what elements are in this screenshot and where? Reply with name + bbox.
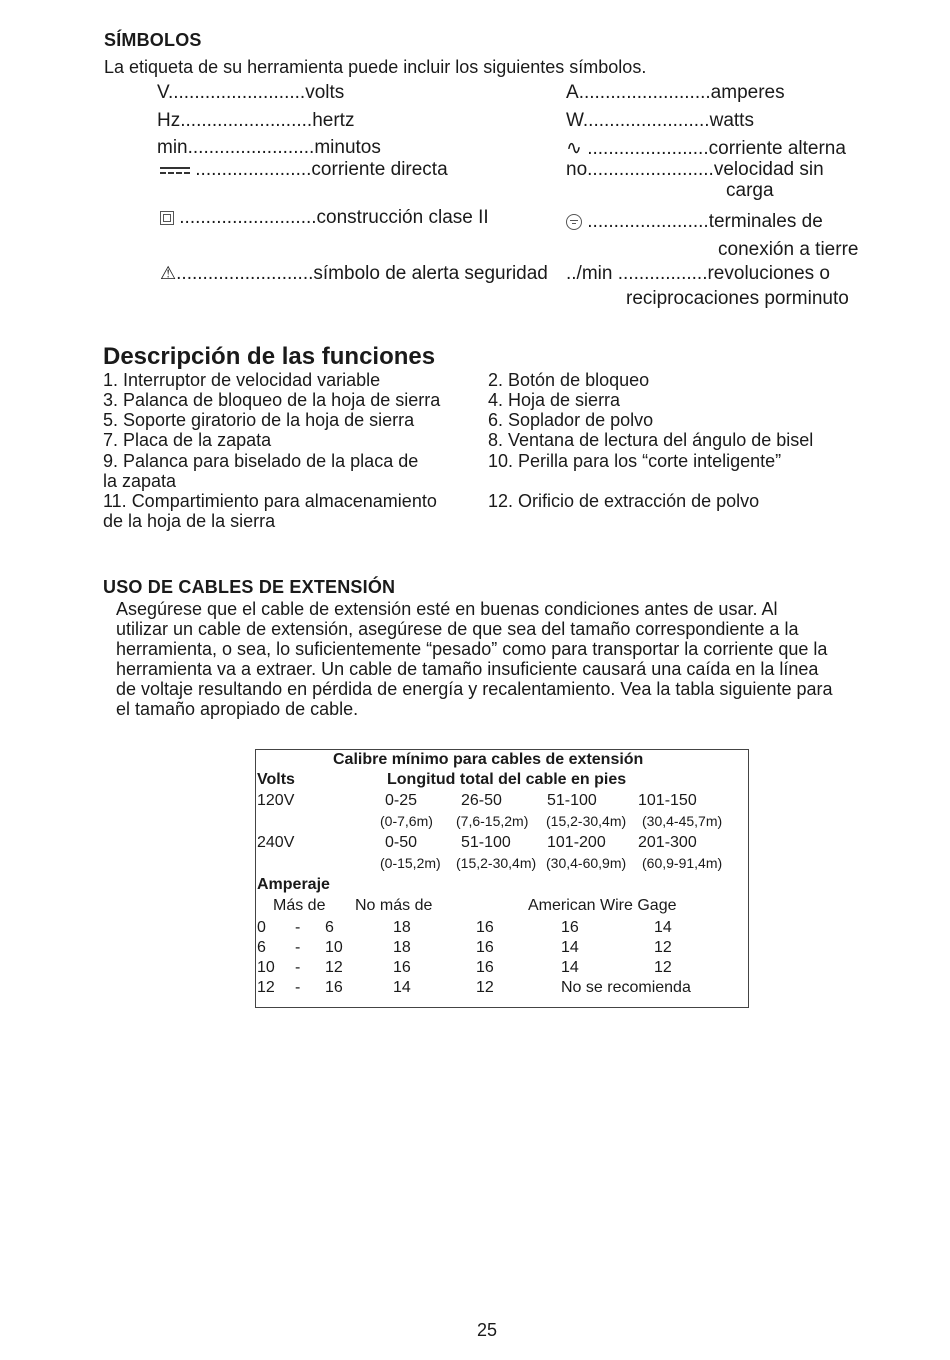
metric-cell: (15,2-30,4m) (456, 855, 537, 871)
feature-item: 11. Compartimiento para almacenamiento (103, 491, 437, 511)
metric-cell: (15,2-30,4m) (546, 813, 627, 829)
amp-to: 6 (325, 919, 334, 936)
amp-dash: - (295, 939, 301, 956)
symbol-row-amperes (566, 82, 785, 104)
symbol-desc-continued: carga (726, 180, 774, 201)
cables-paragraph-line: utilizar un cable de extensión, asegúrese de que sea del tamaño correspondiente a la (116, 619, 799, 639)
gage-cell: 18 (393, 939, 411, 956)
symbol-row-class-ii (160, 207, 489, 229)
feature-item: 2. Botón de bloqueo (488, 370, 650, 390)
length-header: Longitud total del cable en pies (387, 771, 627, 788)
gage-cell: 16 (476, 939, 494, 956)
descripcion-heading: Descripción de las funciones (103, 343, 436, 370)
metric-cell: (0-15,2m) (380, 855, 441, 871)
symbol-row-alert (160, 263, 548, 285)
range-cell: 51-100 (547, 792, 597, 809)
feature-item: de la hoja de la sierra (103, 511, 276, 531)
cables-paragraph-line: herramienta, o sea, lo suficientemente “pesado” como para transportar la corriente que la (116, 639, 828, 659)
feature-item: 8. Ventana de lectura del ángulo de bisel (488, 430, 814, 450)
amp-dash: - (295, 979, 301, 996)
amp-from: 10 (257, 959, 275, 976)
amp-from: 0 (257, 919, 266, 936)
metric-cell: (30,4-45,7m) (642, 813, 723, 829)
symbol-dots: ....................... (587, 138, 709, 159)
symbol-desc: volts (305, 82, 345, 103)
range-cell: 201-300 (638, 834, 697, 851)
symbol-desc: amperes (710, 82, 785, 103)
symbol-desc: terminales de (708, 211, 823, 232)
symbol-row-ac (566, 137, 846, 160)
mas-de-header: Más de (273, 897, 326, 914)
range-cell: 101-150 (638, 792, 697, 809)
symbol-desc: velocidad sin (713, 159, 824, 180)
cables-paragraph-line: herramienta va a extraer. Un cable de tamaño insuficiente causará una caída en la línea (116, 659, 819, 679)
feature-item: 9. Palanca para biselado de la placa de (103, 451, 419, 471)
symbol-dots: ....................... (587, 211, 709, 232)
symbol-code: Hz (157, 110, 181, 131)
gage-cell: 16 (561, 919, 579, 936)
range-cell: 26-50 (461, 792, 502, 809)
symbol-desc-continued: reciprocaciones porminuto (626, 288, 849, 309)
symbol-dots: ......................... (578, 82, 711, 103)
gage-cell: 16 (476, 919, 494, 936)
feature-item: 6. Soplador de polvo (488, 410, 654, 430)
feature-item: 10. Perilla para los “corte inteligente” (488, 451, 782, 471)
volt-120: 120V (257, 792, 295, 809)
range-cell: 0-25 (385, 792, 418, 809)
gage-cell: 16 (393, 959, 411, 976)
symbol-code: A (566, 82, 579, 103)
cables-paragraph-line: de voltaje resultando en pérdida de energía y recalentamiento. Vea la tabla siguiente para (116, 679, 833, 699)
feature-item: 7. Placa de la zapata (103, 430, 272, 450)
symbol-dots: ........................ (187, 137, 315, 158)
gage-cell: 14 (561, 959, 579, 976)
class-ii-icon (160, 211, 174, 225)
gage-cell: 12 (476, 979, 494, 996)
gage-cell: 14 (393, 979, 411, 996)
symbol-row-hertz (157, 110, 354, 132)
ground-terminal-icon (566, 214, 582, 230)
amp-dash: - (295, 959, 301, 976)
symbol-row-no-load-speed (566, 159, 824, 181)
symbol-code: ../min (566, 263, 613, 284)
dc-current-icon (160, 165, 190, 175)
volts-header: Volts (257, 771, 295, 788)
table-title: Calibre mínimo para cables de extensión (333, 751, 644, 768)
symbol-code: no (566, 159, 588, 180)
symbol-row-volts (157, 82, 344, 104)
amperaje-header: Amperaje (257, 876, 330, 893)
gage-cell: 18 (393, 919, 411, 936)
symbol-code: W (566, 110, 583, 131)
symbol-desc: hertz (312, 110, 355, 131)
feature-item: la zapata (103, 471, 177, 491)
metric-cell: (30,4-60,9m) (546, 855, 627, 871)
volt-240: 240V (257, 834, 295, 851)
range-cell: 0-50 (385, 834, 418, 851)
metric-cell: (60,9-91,4m) (642, 855, 723, 871)
gage-cell: 14 (654, 919, 672, 936)
page-number: 25 (477, 1320, 498, 1340)
symbol-dots: .......................... (176, 263, 314, 284)
extension-cord-table (255, 749, 749, 1008)
amp-from: 12 (257, 979, 275, 996)
gage-cell: 12 (654, 939, 672, 956)
symbol-desc-continued: conexión a tierre (718, 239, 859, 260)
symbol-dots: ...................... (195, 159, 312, 180)
simbolos-heading: SÍMBOLOS (104, 30, 202, 50)
feature-item: 3. Palanca de bloqueo de la hoja de sierra (103, 390, 441, 410)
no-mas-de-header: No más de (355, 897, 433, 914)
metric-cell: (7,6-15,2m) (456, 813, 529, 829)
cables-paragraph-line: el tamaño apropiado de cable. (116, 699, 359, 719)
feature-item: 12. Orificio de extracción de polvo (488, 491, 760, 511)
range-cell: 101-200 (547, 834, 606, 851)
symbol-row-ground (566, 211, 823, 233)
symbol-row-dc (160, 159, 448, 181)
symbol-desc: revoluciones o (707, 263, 831, 284)
amp-to: 10 (325, 939, 343, 956)
amp-from: 6 (257, 939, 266, 956)
ac-current-icon: ∿ (566, 138, 582, 159)
gage-cell: 12 (654, 959, 672, 976)
symbol-desc: minutos (314, 137, 381, 158)
amp-to: 16 (325, 979, 343, 996)
symbol-code: V (157, 82, 168, 103)
gage-cell: 16 (476, 959, 494, 976)
feature-item: 4. Hoja de sierra (488, 390, 621, 410)
symbol-dots: ........................ (582, 110, 710, 131)
symbol-dots: ........................ (587, 159, 714, 180)
gage-cell: No se recomienda (561, 979, 691, 996)
feature-item: 5. Soporte giratorio de la hoja de sierra (103, 410, 415, 430)
symbol-row-watts (566, 110, 754, 132)
cables-heading: USO DE CABLES DE EXTENSIÓN (103, 577, 396, 597)
simbolos-intro: La etiqueta de su herramienta puede incluir los siguientes símbolos. (104, 57, 647, 77)
symbol-desc: corriente directa (311, 159, 448, 180)
symbol-code: min (157, 137, 188, 158)
symbol-desc: corriente alterna (708, 138, 846, 159)
symbol-desc: watts (709, 110, 754, 131)
cables-paragraph-line: Asegúrese que el cable de extensión esté en buenas condiciones antes de usar. Al (116, 599, 778, 619)
amp-to: 12 (325, 959, 343, 976)
symbol-dots: .......................... (167, 82, 306, 103)
symbol-dots: .......................... (179, 207, 317, 228)
feature-item: 1. Interruptor de velocidad variable (103, 370, 381, 390)
symbol-dots: ................. (617, 263, 708, 284)
symbol-desc: construcción clase II (316, 207, 489, 228)
gage-cell: 14 (561, 939, 579, 956)
symbol-row-per-minute (566, 263, 830, 285)
symbol-desc: símbolo de alerta seguridad (313, 263, 548, 284)
symbol-row-minutos (157, 137, 381, 159)
amp-dash: - (295, 919, 301, 936)
safety-alert-icon: ⚠ (160, 263, 177, 283)
awg-header: American Wire Gage (528, 897, 677, 914)
symbol-dots: ......................... (180, 110, 313, 131)
range-cell: 51-100 (461, 834, 511, 851)
metric-cell: (0-7,6m) (380, 813, 433, 829)
